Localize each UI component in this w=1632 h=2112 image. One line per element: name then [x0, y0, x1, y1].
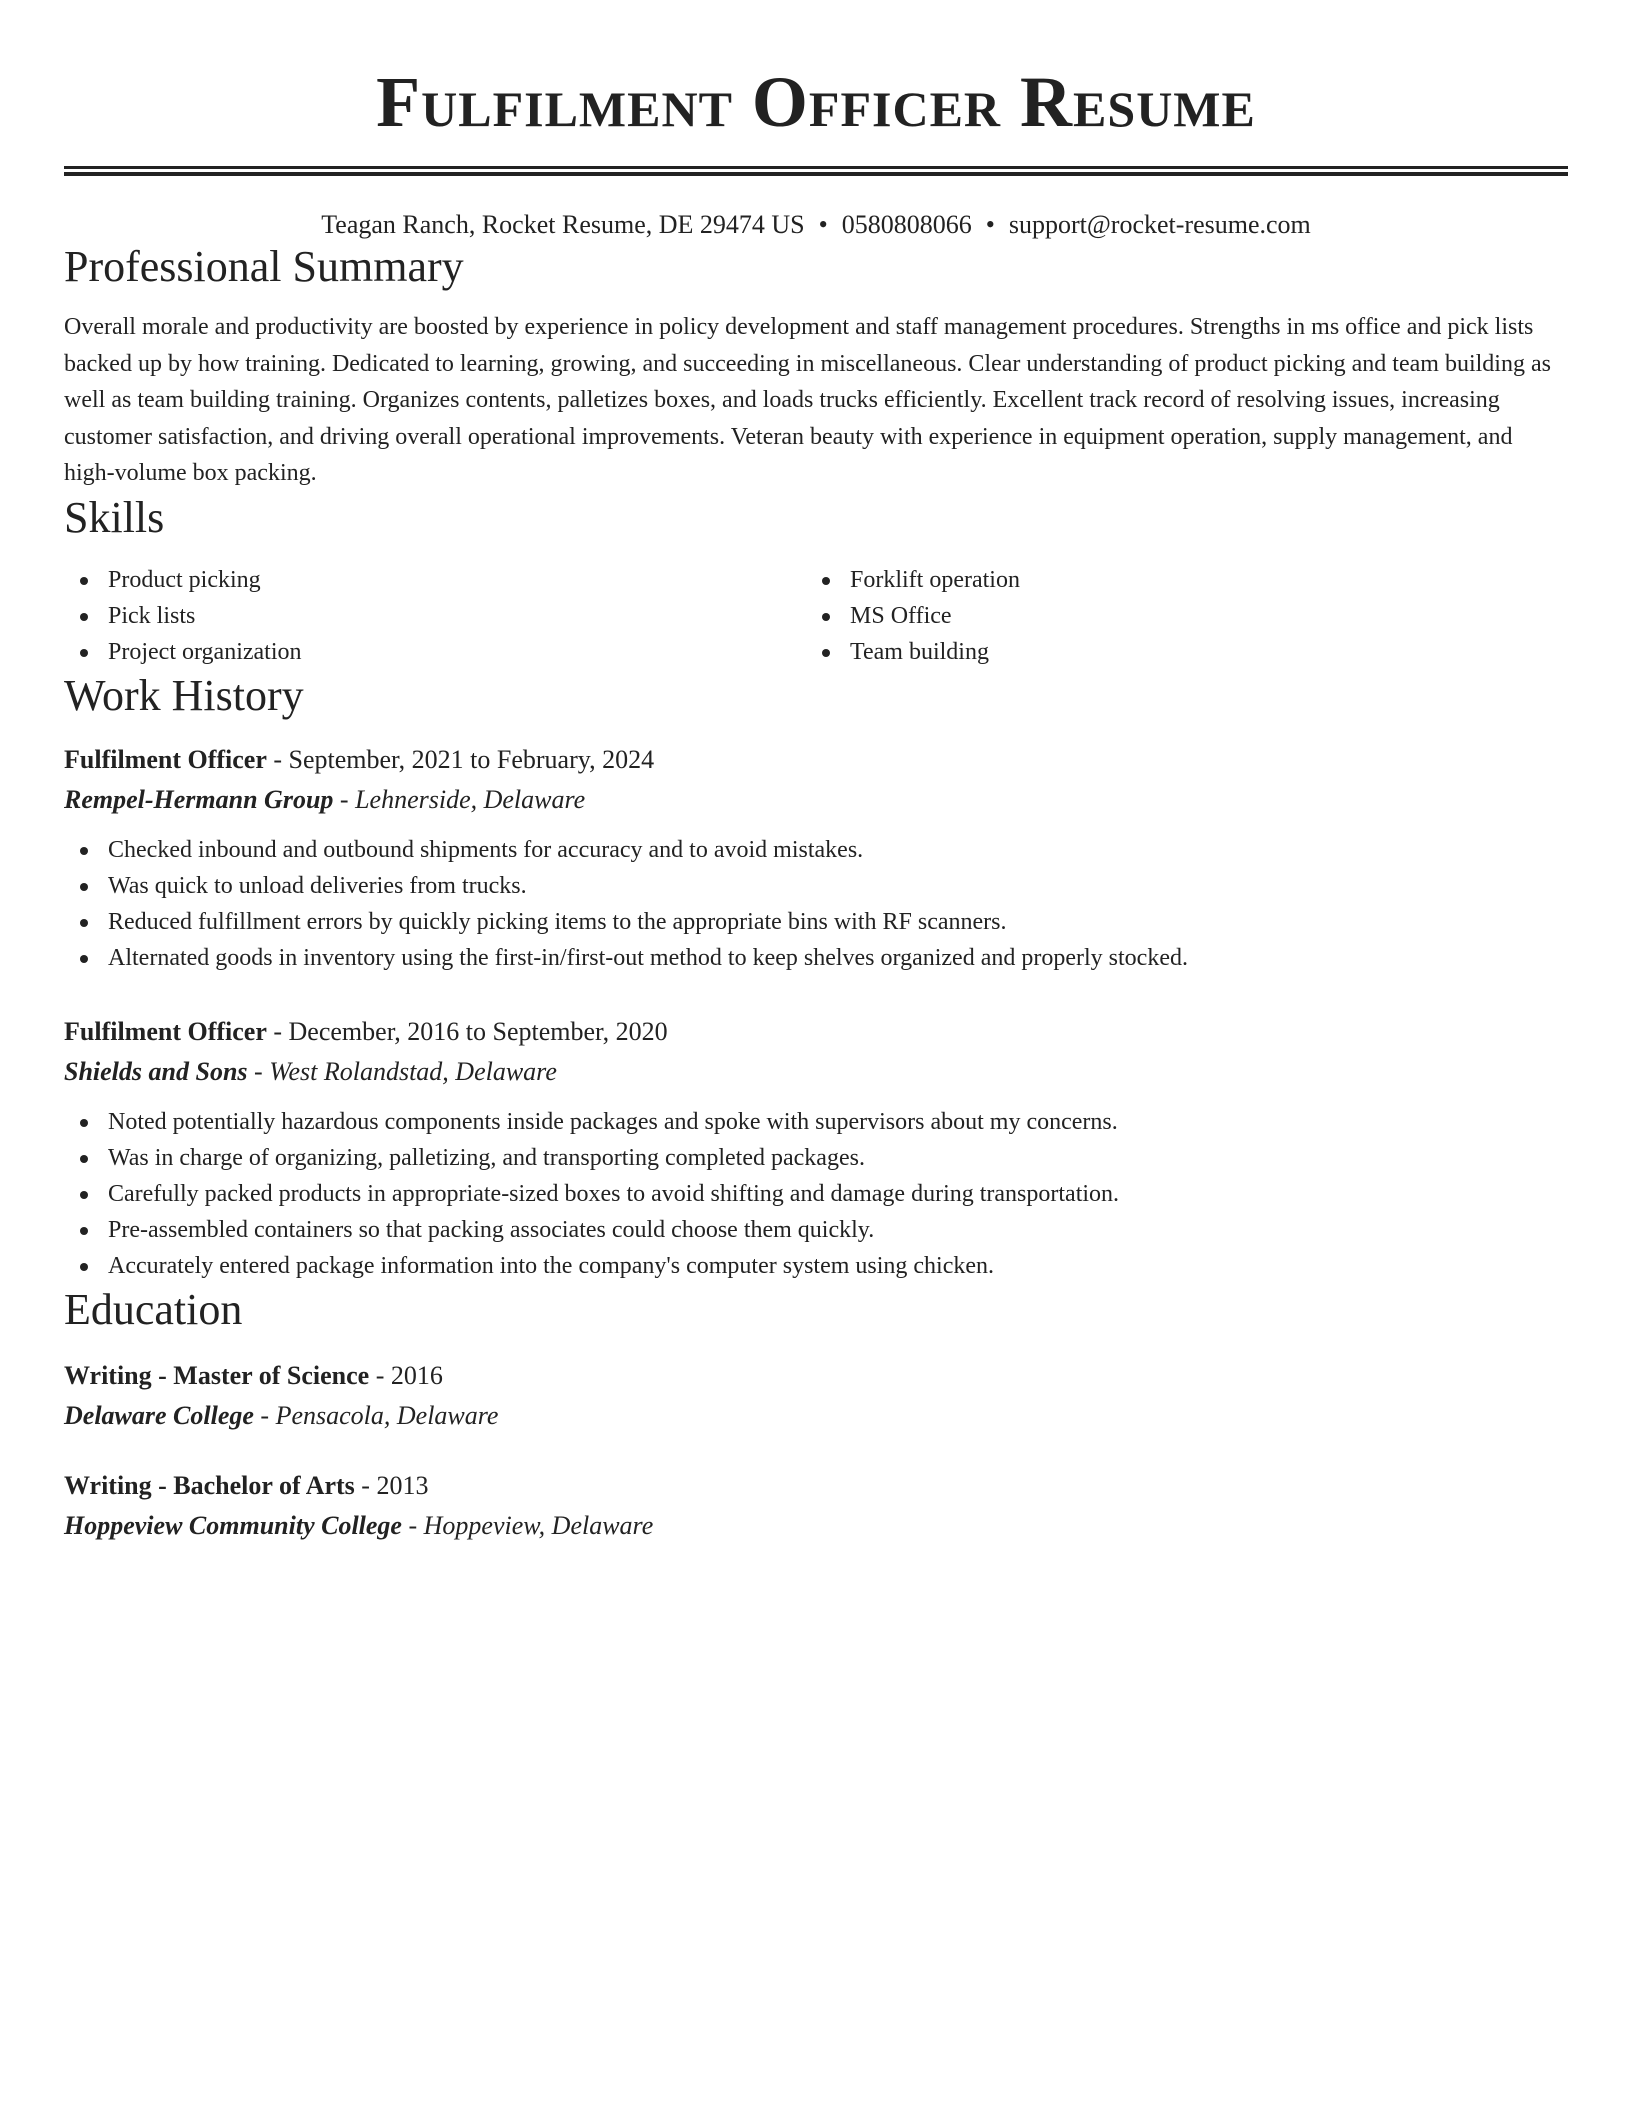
- job-duty: Noted potentially hazardous components inside packages and spoke with supervisors about my concerns.: [64, 1104, 1568, 1140]
- bullet-icon: [80, 613, 88, 621]
- bullet-icon: [80, 649, 88, 657]
- skill-item: Product picking: [64, 562, 806, 598]
- skills-list: [64, 562, 1568, 670]
- job-duty: Was in charge of organizing, palletizing, and transporting completed packages.: [64, 1140, 1568, 1176]
- job-entry: [64, 740, 1568, 976]
- school-location: - Hoppeview, Delaware: [401, 1510, 654, 1540]
- job-company-line: [64, 780, 1568, 820]
- skill-item: Team building: [806, 634, 1548, 670]
- school-line: [64, 1396, 1568, 1436]
- job-duty: Pre-assembled containers so that packing associates could choose them quickly.: [64, 1212, 1568, 1248]
- summary-heading: Professional Summary: [64, 242, 464, 291]
- bullet-icon: [80, 577, 88, 585]
- skills-heading: Skills: [64, 492, 165, 542]
- job-duty: Reduced fulfillment errors by quickly picking items to the appropriate bins with RF scanners.: [64, 904, 1568, 940]
- page-title: Fulfilment Officer Resume: [376, 62, 1256, 142]
- bullet-icon: [80, 955, 88, 963]
- bullet-icon: [822, 649, 830, 657]
- bullet-icon: [822, 613, 830, 621]
- skill-item: MS Office: [806, 598, 1548, 634]
- job-duties: [64, 832, 1568, 976]
- school-location: - Pensacola, Delaware: [253, 1400, 499, 1430]
- bullet-icon: [822, 577, 830, 585]
- job-duty: Carefully packed products in appropriate-sized boxes to avoid shifting and damage during transportation.: [64, 1176, 1568, 1212]
- bullet-icon: [80, 847, 88, 855]
- bullet-icon: [80, 1263, 88, 1271]
- job-duty: Was quick to unload deliveries from trucks.: [64, 868, 1568, 904]
- education-heading: Education: [64, 1284, 243, 1334]
- skills-column-left: [64, 562, 806, 670]
- job-duty: Alternated goods in inventory using the first-in/first-out method to keep shelves organized and properly stocked.: [64, 940, 1568, 976]
- job-dates: - December, 2016 to September, 2020: [266, 1016, 668, 1046]
- contact-line: [64, 209, 1568, 241]
- job-company: Shields and Sons: [64, 1056, 248, 1086]
- degree-line: [64, 1466, 1568, 1506]
- education-entry: [64, 1466, 1568, 1546]
- bullet-icon: [80, 883, 88, 891]
- school-line: [64, 1506, 1568, 1546]
- school-name: Delaware College: [64, 1400, 254, 1430]
- job-dates: - September, 2021 to February, 2024: [266, 744, 655, 774]
- bullet-icon: [80, 1227, 88, 1235]
- job-location: - Lehnerside, Delaware: [333, 784, 586, 814]
- job-title: Fulfilment Officer: [64, 744, 267, 774]
- contact-email: support@rocket-resume.com: [1008, 210, 1311, 239]
- contact-address: Teagan Ranch, Rocket Resume, DE 29474 US: [321, 210, 805, 239]
- summary-text: Overall morale and productivity are boosted by experience in policy development and staff management procedures. Strengths in ms office and pick lists backed up by how training. Dedicated to learning, growing, and succeeding in miscellaneous. Clear understanding of product picking and team building as well as team building training. Organizes contents, palletizes boxes, and loads trucks efficiently. Excellent track record of resolving issues, increasing customer satisfaction, and driving overall operational improvements. Veteran beauty with experience in equipment operation, supply management, and high-volume box packing.: [64, 314, 1551, 486]
- contact-phone: 0580808066: [841, 210, 972, 239]
- skills-column-right: [806, 562, 1548, 670]
- job-entry: [64, 1012, 1568, 1284]
- job-duty: Accurately entered package information into the company's computer system using chicken.: [64, 1248, 1568, 1284]
- degree-year: - 2013: [354, 1470, 429, 1500]
- degree: Writing - Bachelor of Arts: [64, 1470, 355, 1500]
- job-title-line: [64, 740, 1568, 780]
- contact-separator: •: [818, 210, 828, 239]
- bullet-icon: [80, 1119, 88, 1127]
- bullet-icon: [80, 919, 88, 927]
- job-location: - West Rolandstad, Delaware: [247, 1056, 557, 1086]
- job-company: Rempel-Hermann Group: [64, 784, 334, 814]
- degree-line: [64, 1356, 1568, 1396]
- work-history-heading: Work History: [64, 670, 304, 720]
- job-title-line: [64, 1012, 1568, 1052]
- bullet-icon: [80, 1191, 88, 1199]
- job-duties: [64, 1104, 1568, 1284]
- education-entry: [64, 1356, 1568, 1436]
- degree: Writing - Master of Science: [64, 1360, 370, 1390]
- degree-year: - 2016: [369, 1360, 443, 1390]
- skill-item: Forklift operation: [806, 562, 1548, 598]
- job-company-line: [64, 1052, 1568, 1092]
- contact-separator: •: [985, 210, 995, 239]
- bullet-icon: [80, 1155, 88, 1163]
- school-name: Hoppeview Community College: [64, 1510, 402, 1540]
- job-title: Fulfilment Officer: [64, 1016, 267, 1046]
- skill-item: Pick lists: [64, 598, 806, 634]
- title-divider: [64, 166, 1568, 176]
- job-duty: Checked inbound and outbound shipments for accuracy and to avoid mistakes.: [64, 832, 1568, 868]
- skill-item: Project organization: [64, 634, 806, 670]
